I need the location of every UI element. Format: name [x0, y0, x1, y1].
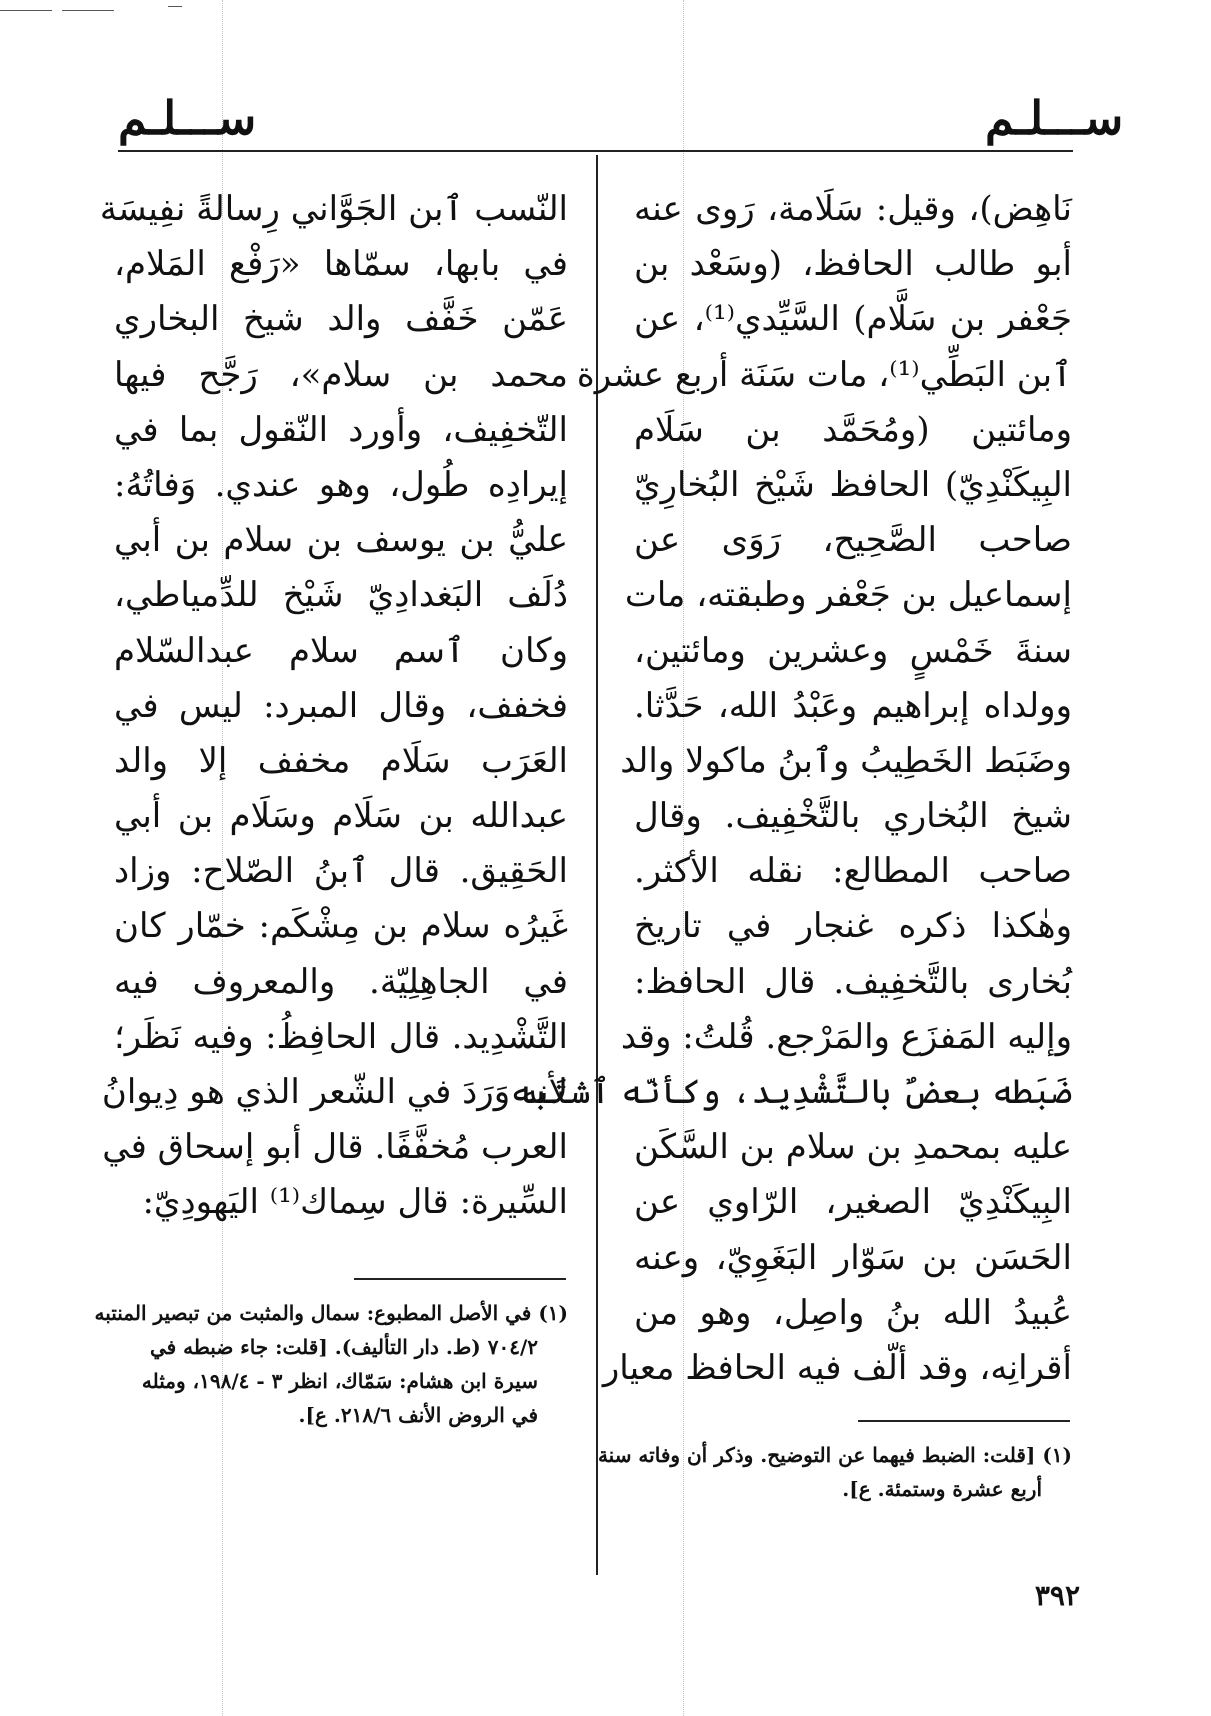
text-line: البِيكَنْدِيّ) الحافظ شَيْخ البُخارِيّ — [634, 464, 1072, 505]
footnote-line: (١) في الأصل المطبوع: سمال والمثبت من تبصير المنتبه — [94, 1301, 568, 1325]
text-line: ٱبن البَطِّي⁽¹⁾، مات سَنَة أربع عشرة — [576, 354, 1072, 395]
text-line: شيخ البُخاري بالتَّخْفِيف. وقال — [634, 796, 1072, 837]
text-line: إسماعيل بن جَعْفر وطبقته، مات — [624, 575, 1072, 616]
text-line: غَيرُه سلام بن مِشْكَم: خمّار كان — [114, 906, 568, 947]
footnote-line: ٧٠٤/٢ (ط. دار التأليف). [قلت: جاء ضبطه في — [149, 1335, 538, 1359]
footnote-rule-right — [858, 1420, 1070, 1422]
text-line: عَمّن خَفَّف والد شيخ البخاري — [114, 299, 568, 340]
text-line: العَرَب سَلَام مخفف إلا والد — [114, 740, 568, 781]
text-line: محمد بن سلام»، رَجَّح فيها — [114, 354, 568, 395]
text-line: التَّشْدِيد. قال الحافِظُ: وفيه نَظَر؛ — [114, 1016, 568, 1057]
footnote-left — [94, 1296, 568, 1432]
text-line: العرب مُخفَّفًا. قال أبو إسحاق في — [102, 1127, 568, 1168]
text-line: إيرادِه طُول، وهو عندي. وَفاتُهُ: — [114, 464, 568, 505]
text-line: وهٰكذا ذكره غنجار في تاريخ — [634, 906, 1072, 947]
footnote-rule-left — [354, 1278, 566, 1280]
text-line: البِيكَنْدِيّ الصغير، الرّاوي عن — [634, 1182, 1072, 1223]
text-line: عليه بمحمدِ بن سلام بن السَّكَن — [634, 1127, 1072, 1168]
text-line: دُلَف البَغدادِيّ شَيْخ للدِّمياطي، — [114, 575, 568, 616]
running-head-left: ســـلـم — [118, 91, 257, 145]
scan-artifact-mark — [62, 10, 114, 11]
text-line: بُخارى بالتَّخفِيف. قال الحافظ: — [634, 961, 1072, 1002]
text-line: أقرانِه، وقد ألّف فيه الحافظ معيار — [602, 1347, 1072, 1388]
text-line: عبدالله بن سَلَام وسَلَام بن أبي — [114, 796, 568, 837]
text-line: وإليه المَفزَع والمَرْجع. قُلتُ: وقد — [620, 1016, 1072, 1057]
text-line: أبو طالب الحافظ، (وسَعْد بن — [634, 244, 1072, 285]
right-column — [510, 182, 1072, 1396]
footnote-line: سيرة ابن هشام: سَمّاك، انظر ٣ - ١٩٨/٤، ومثله — [141, 1369, 538, 1393]
footnote-line: أربع عشرة وستمئة. ع]. — [842, 1477, 1042, 1501]
text-line: فخفف، وقال المبرد: ليس في — [114, 685, 568, 726]
text-line: صاحب الصَّحِيح، رَوَى عن — [634, 520, 1072, 561]
text-line: في الجاهِلِيّة. والمعروف فيه — [114, 961, 568, 1002]
text-line: وولداه إبراهيم وعَبْدُ الله، حَدَّثا. — [634, 685, 1072, 726]
text-line: في بابها، سمّاها «رَفْع المَلام، — [114, 244, 568, 285]
footnote-line: في الروض الأنف ٢١٨/٦. ع]. — [298, 1403, 538, 1427]
text-line: الحَقِيق. قال ٱبنُ الصّلاح: وزاد — [114, 851, 568, 892]
text-line: السِّيرة: قال سِماك⁽¹⁾ اليَهودِيّ: — [142, 1182, 568, 1223]
text-line: النّسب ٱبن الجَوَّاني رِسالةً نفِيسَة — [99, 189, 568, 229]
text-line: عُبيدُ الله بنُ واصِل، وهو من — [634, 1292, 1072, 1333]
running-head-right: ســـلـم — [985, 91, 1124, 145]
text-line: جَعْفر بن سَلَّام) السَّيِّدي⁽¹⁾، عن — [634, 299, 1072, 340]
text-line: نَاهِض)، وقيل: سَلَامة، رَوى عنه — [634, 189, 1072, 229]
text-line: وكان ٱسم سلام عبدالسّلام — [114, 630, 568, 671]
text-line: التّخفِيف، وأورد النّقول بما في — [114, 409, 568, 450]
text-line: صاحب المطالع: نقله الأكثر. — [634, 851, 1072, 892]
text-line: سنةَ خَمْسٍ وعشرين ومائتين، — [634, 630, 1072, 671]
header-rule — [118, 150, 1073, 152]
page-number: ٣٩٢ — [1034, 1579, 1080, 1612]
text-line: لأنه وَرَدَ في الشّعر الذي هو دِيوانُ — [101, 1072, 568, 1112]
footnote-right — [597, 1438, 1072, 1506]
text-line: عليُّ بن يوسف بن سلام بن أبي — [114, 520, 568, 561]
text-line: ضَبَطه بعضٌ بالتَّشْدِيد، وكأنّه ٱشتَبه — [510, 1072, 1072, 1112]
scan-artifact-mark — [0, 10, 52, 11]
text-line: الحَسَن بن سَوّار البَغَوِيّ، وعنه — [634, 1237, 1072, 1278]
text-line: وضَبَط الخَطِيبُ وٱبنُ ماكولا والد — [620, 740, 1072, 781]
scan-artifact-mark — [168, 6, 182, 7]
footnote-line: (١) [قلت: الضبط فيهما عن التوضيح. وذكر أن وفاته سنة — [597, 1443, 1072, 1467]
left-column — [99, 182, 568, 1231]
text-line: ومائتين (ومُحَمَّد بن سَلَام — [634, 409, 1072, 450]
